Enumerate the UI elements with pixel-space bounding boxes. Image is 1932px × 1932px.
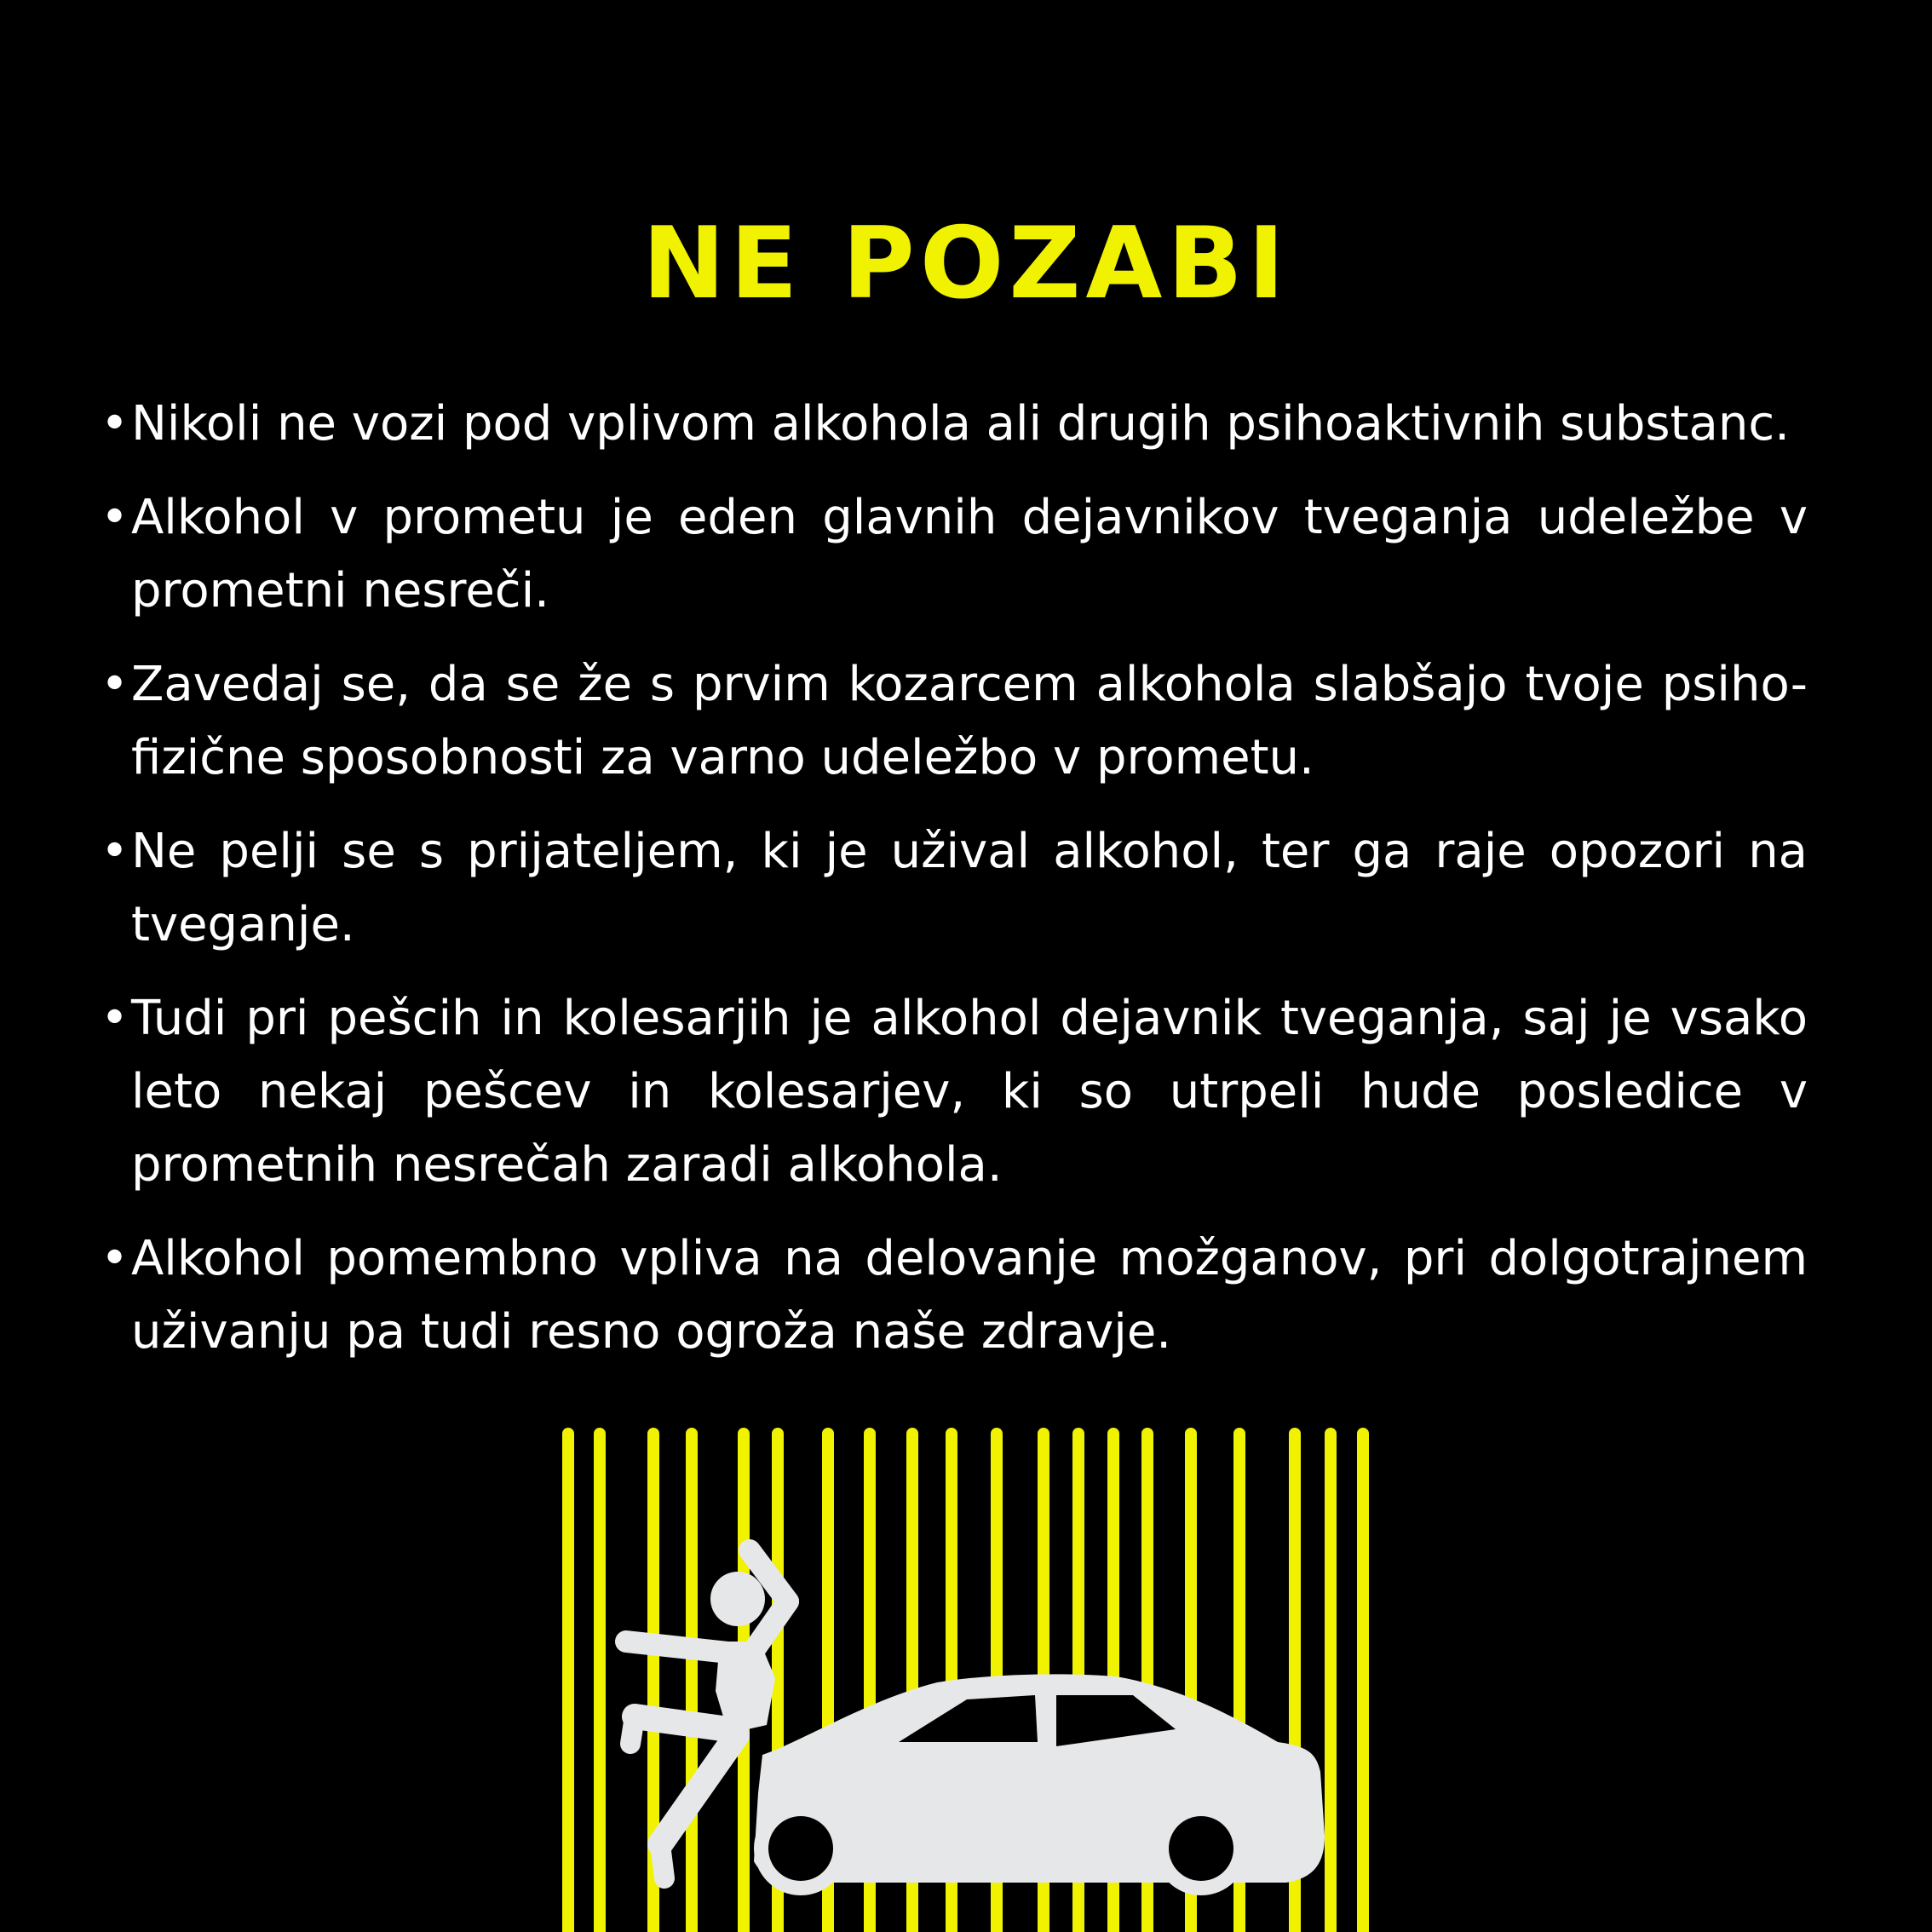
list-item-text: Alkohol v prometu je eden glavnih dejavnikov tveganja udeležbe v prometni nesreči. bbox=[131, 490, 1808, 618]
list-item bbox=[101, 648, 1808, 795]
bullet-dot: • bbox=[101, 991, 129, 1046]
list-item bbox=[101, 1222, 1808, 1369]
list-item bbox=[101, 388, 1808, 461]
page-title: NE POZABI bbox=[642, 206, 1290, 321]
list-item bbox=[101, 481, 1808, 628]
list-item-text: Alkohol pomembno vpliva na delovanje možganov, pri dolgotrajnem uživanju pa tudi resno ogroža naše zdravje. bbox=[131, 1231, 1808, 1360]
list-item bbox=[101, 982, 1808, 1202]
bullet-dot: • bbox=[101, 490, 129, 545]
list-item bbox=[101, 815, 1808, 962]
bullet-dot: • bbox=[101, 1231, 129, 1286]
list-item-text: Ne pelji se s prijateljem, ki je užival alkohol, ter ga raje opozori na tveganje. bbox=[131, 824, 1808, 952]
bullet-dot: • bbox=[101, 657, 129, 712]
bullet-list bbox=[101, 388, 1808, 1389]
list-item-text: Tudi pri pešcih in kolesarjih je alkohol dejavnik tveganja, saj je vsako leto nekaj pešcev in kolesarjev, ki so utrpeli hude posledice v prometnih nesrečah zaradi alkohola. bbox=[131, 991, 1808, 1193]
bullet-dot: • bbox=[101, 396, 129, 451]
list-item-text: Zavedaj se, da se že s prvim kozarcem alkohola slabšajo tvoje psiho-fizične sposobnosti za varno udeležbo v prometu. bbox=[131, 657, 1808, 785]
car-hitting-pedestrian-icon bbox=[545, 1418, 1380, 1932]
bullet-dot: • bbox=[101, 824, 129, 879]
list-item-text: Nikoli ne vozi pod vplivom alkohola ali drugih psihoaktivnih substanc. bbox=[131, 396, 1790, 451]
